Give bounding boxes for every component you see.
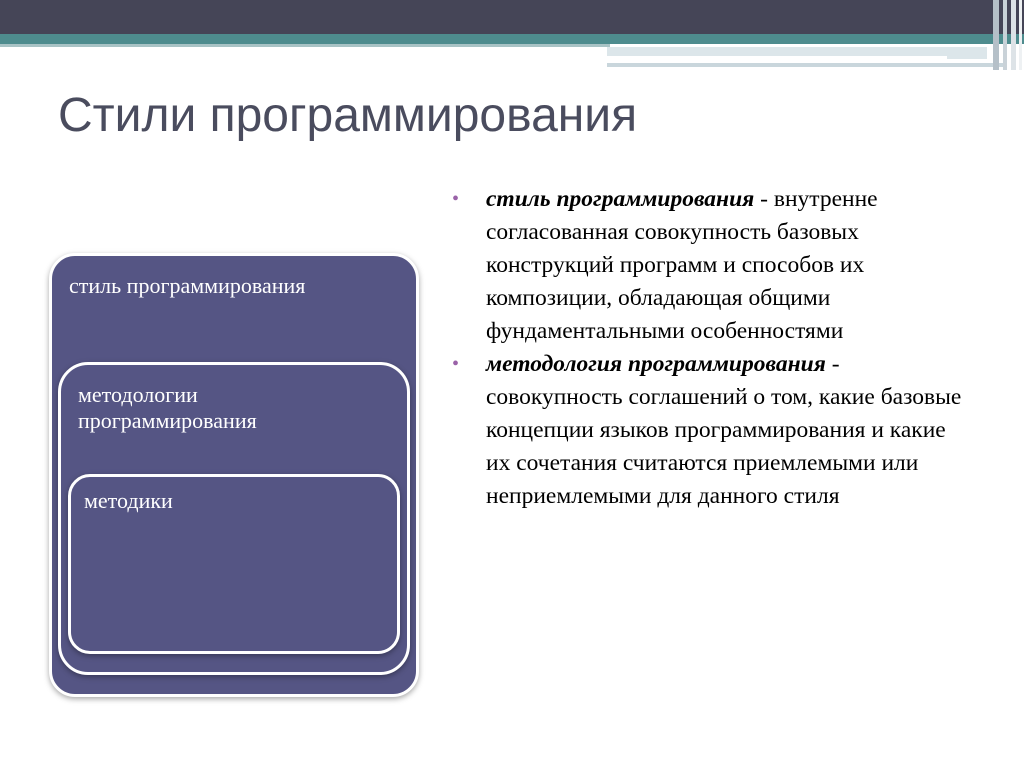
bullet-icon: •: [452, 188, 460, 210]
header-stripe: [0, 34, 1024, 44]
header-deco-line: [607, 63, 1007, 67]
definition-item: [452, 348, 972, 513]
definition-text: внутренне согласованная совокупность базовых конструкций программ и способов их композиции, обладающая общими фундаментальными особенностями: [486, 186, 878, 344]
diagram-inner-box: [68, 474, 400, 654]
header-deco-bar: [1019, 0, 1022, 70]
inner-box-label: методики: [84, 488, 173, 513]
header-deco-line: [607, 56, 947, 59]
definition-list: [452, 183, 972, 513]
header-line: [0, 44, 610, 47]
definition-term: методология программирования: [486, 351, 826, 377]
middle-box-label: методологии программирования: [78, 382, 257, 433]
definition-term: стиль программирования: [486, 186, 755, 212]
outer-box-label: стиль программирования: [69, 273, 306, 298]
header-deco-bar: [1003, 0, 1007, 70]
header-deco-bar: [1011, 0, 1016, 70]
slide-title: Стили программирования: [58, 89, 638, 142]
definition-text: совокупность соглашений о том, какие базовые концепции языков программирования и какие их сочетания считаются приемлемыми или неприемлемыми для данного стиля: [486, 384, 962, 509]
header-bar: [0, 0, 1024, 34]
bullet-icon: •: [452, 353, 460, 375]
definition-item: [452, 183, 972, 348]
definition-separator: -: [825, 351, 840, 377]
header-deco-bar: [993, 0, 999, 70]
definition-separator: -: [754, 186, 774, 212]
